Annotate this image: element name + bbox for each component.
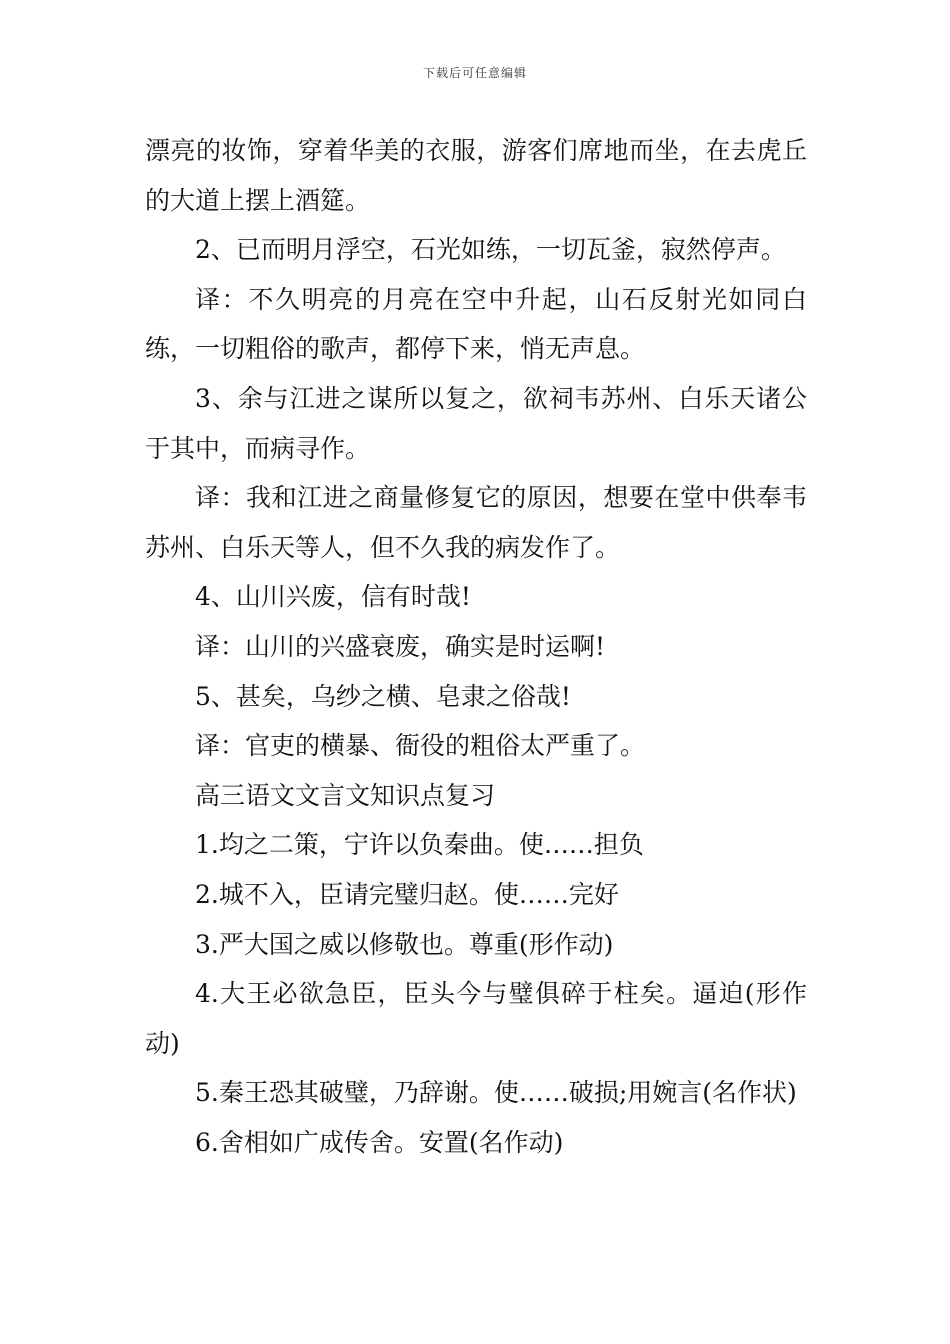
paragraph: 译：我和江进之商量修复它的原因，想要在堂中供奉韦苏州、白乐天等人，但不久我的病发作了。 xyxy=(145,483,807,562)
paragraph: 漂亮的妆饰，穿着华美的衣服，游客们席地而坐，在去虎丘的大道上摆上酒筵。 xyxy=(145,136,807,215)
document-body xyxy=(145,126,807,1167)
list-item: 5.秦王恐其破璧，乃辞谢。使……破损;用婉言(名作状) xyxy=(195,1078,797,1108)
list-item: 6.舍相如广成传舍。安置(名作动) xyxy=(195,1127,564,1157)
list-item: 1.均之二策，宁许以负秦曲。使……担负 xyxy=(195,830,644,860)
section-heading: 高三语文文言文知识点复习 xyxy=(195,780,496,810)
paragraph: 译：官吏的横暴、衙役的粗俗太严重了。 xyxy=(195,731,646,761)
paragraph: 译：山川的兴盛衰废，确实是时运啊! xyxy=(195,631,606,661)
paragraph: 译：不久明亮的月亮在空中升起，山石反射光如同白练，一切粗俗的歌声，都停下来，悄无声息。 xyxy=(145,284,807,364)
list-item: 2.城不入，臣请完璧归赵。使……完好 xyxy=(195,879,619,909)
paragraph: 5、甚矣，乌纱之横、皂隶之俗哉! xyxy=(195,681,571,711)
paragraph: 4、山川兴废，信有时哉! xyxy=(195,582,471,612)
page-header: 下载后可任意编辑 xyxy=(422,66,527,80)
list-item: 4.大王必欲急臣，臣头今与璧俱碎于柱矣。逼迫(形作动) xyxy=(145,979,807,1058)
list-item: 3.严大国之威以修敬也。尊重(形作动) xyxy=(195,929,614,959)
paragraph: 3、余与江进之谋所以复之，欲祠韦苏州、白乐天诸公于其中，而病寻作。 xyxy=(145,383,807,463)
paragraph: 2、已而明月浮空，石光如练，一切瓦釜，寂然停声。 xyxy=(195,235,786,265)
